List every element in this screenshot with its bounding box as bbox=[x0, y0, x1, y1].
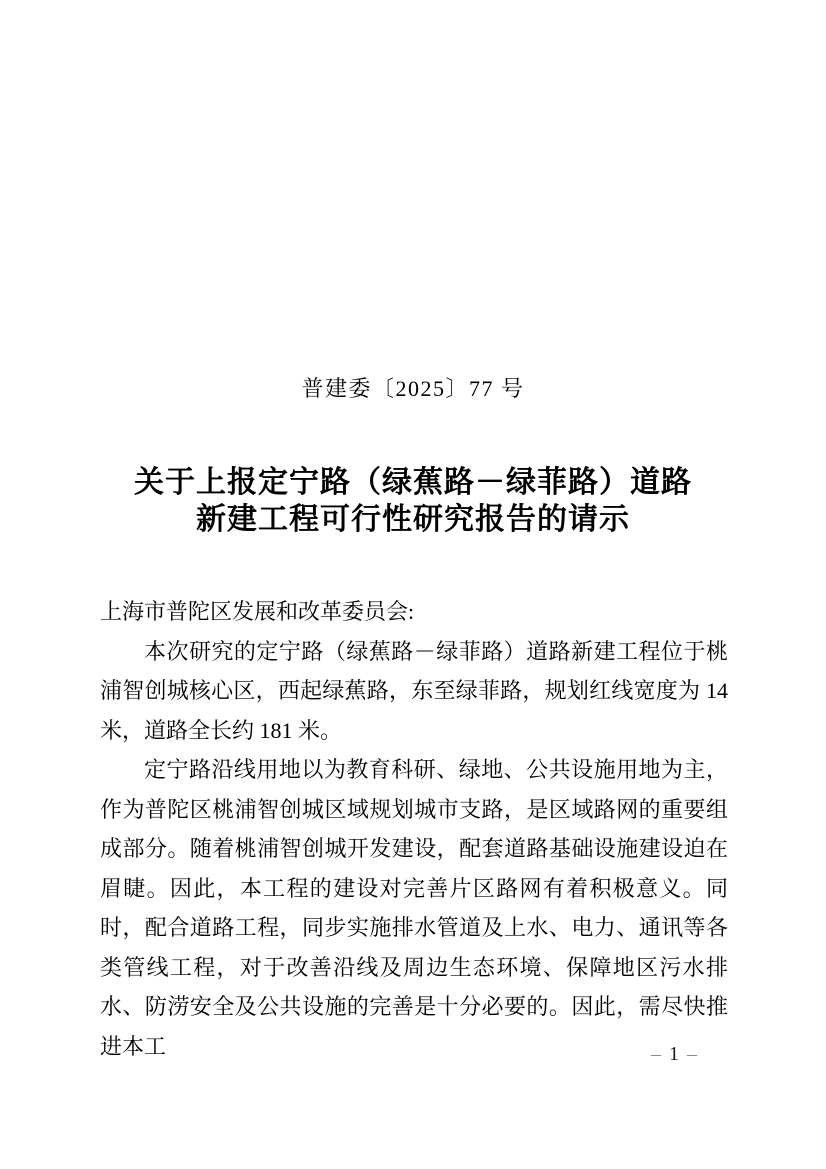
page-number-dash-right: – bbox=[687, 1043, 697, 1065]
title-line-2: 新建工程可行性研究报告的请示 bbox=[196, 503, 630, 536]
page-number bbox=[646, 1044, 702, 1064]
body-paragraph: 本次研究的定宁路（绿蕉路－绿菲路）道路新建工程位于桃浦智创城核心区，西起绿蕉路，东至绿菲路，规划红线宽度为 14 米，道路全长约 181 米。 bbox=[100, 638, 728, 743]
addressee-line: 上海市普陀区发展和改革委员会: bbox=[100, 599, 415, 624]
title-line-1: 关于上报定宁路（绿蕉路－绿菲路）道路 bbox=[134, 466, 692, 499]
doc-number: 普建委〔2025〕77 号 bbox=[301, 376, 525, 401]
page-number-dash-left: – bbox=[651, 1043, 661, 1065]
body-paragraph: 定宁路沿线用地以为教育科研、绿地、公共设施用地为主，作为普陀区桃浦智创城区域规划城市支路，是区域路网的重要组成部分。随着桃浦智创城开发建设，配套道路基础设施建设迫在眉睫。因此，本工程的建设对完善片区路网有着积极意义。同时，配合道路工程，同步实施排水管道及上水、电力、通讯等各类管线工程，对于改善沿线及周边生态环境、保障地区污水排水、防涝安全及公共设施的完善是十分必要的。因此，需尽快推进本工 bbox=[100, 757, 728, 1059]
page-number-value: 1 bbox=[669, 1043, 679, 1065]
document-body bbox=[100, 592, 728, 1066]
document-title bbox=[0, 464, 826, 538]
